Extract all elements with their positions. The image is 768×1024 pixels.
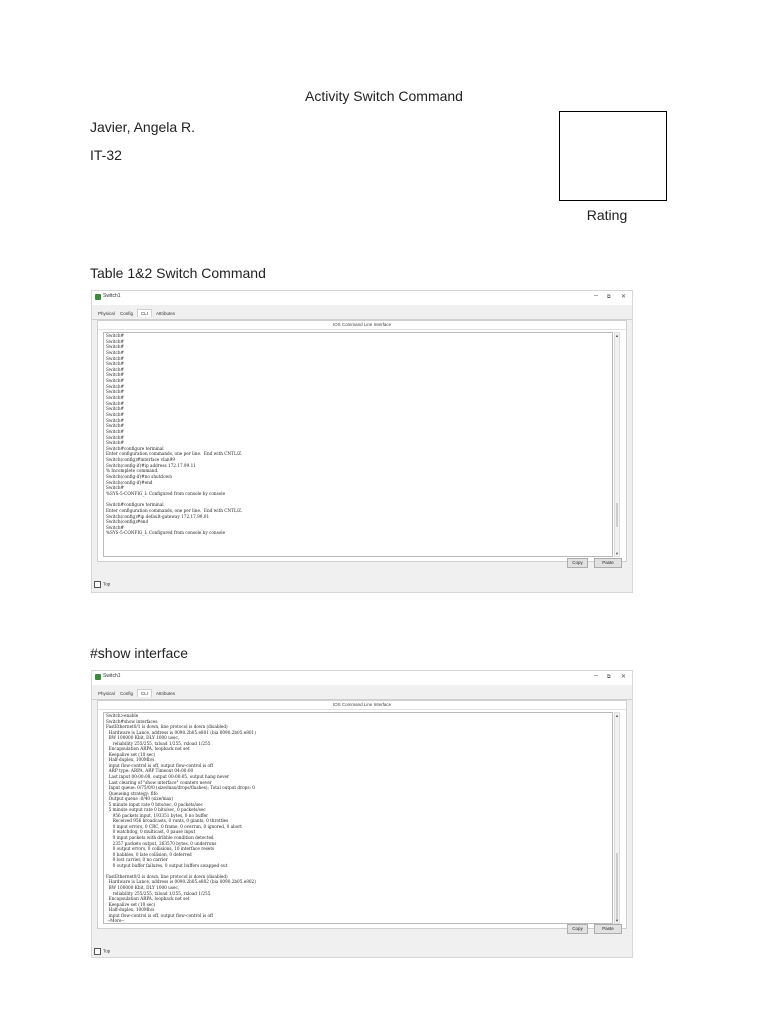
console-line: Enter configuration commands, one per line. End with CNTL/Z.	[106, 451, 243, 457]
scroll-thumb[interactable]	[616, 503, 618, 527]
console-line: Switch#configure terminal	[106, 502, 164, 508]
tab-bar	[92, 309, 632, 320]
scroll-thumb[interactable]	[616, 853, 618, 921]
caption-switch-command: Table 1&2 Switch Command	[90, 265, 266, 281]
tab-physical[interactable]: Physical	[98, 691, 115, 696]
console-line: Queueing strategy: fifo	[106, 790, 158, 796]
rating-box	[559, 111, 667, 201]
tab-cli[interactable]: CLI	[137, 309, 152, 317]
console-line: Switch#	[106, 400, 125, 406]
console-line: Switch#	[106, 423, 125, 429]
console-line: 5 minute output rate 0 bits/sec, 0 packets/sec	[106, 807, 206, 813]
console-line: Switch(config-if)#end	[106, 479, 153, 485]
console-line	[106, 536, 610, 542]
console-line: Enter configuration commands, one per line. End with CNTL/Z.	[106, 507, 243, 513]
close-icon[interactable]: ✕	[621, 294, 627, 300]
console-line: Switch#	[106, 349, 125, 355]
author-name: Javier, Angela R.	[90, 119, 196, 135]
console-lines	[104, 713, 612, 924]
console-line: Switch#	[106, 411, 125, 417]
cli-console[interactable]	[103, 712, 613, 924]
console-line: 0 watchdog, 0 multicast, 0 pause input	[106, 829, 196, 835]
panel-title: IOS Command Line Interface	[98, 321, 626, 330]
window-titlebar	[92, 671, 632, 685]
console-line: Switch#	[106, 395, 125, 401]
console-line: 0 output buffer failures, 0 output buffers swapped out	[106, 862, 228, 868]
tab-config[interactable]: Config	[120, 311, 134, 316]
console-line: Half-duplex, 100Mb/s	[106, 757, 155, 763]
scrollbar[interactable]	[614, 332, 620, 557]
tab-attributes[interactable]: Attributes	[156, 311, 176, 316]
console-line: 0 output errors, 0 collisions, 10 interface resets	[106, 846, 215, 852]
console-line: Keepalive set (10 sec)	[106, 751, 156, 757]
console-line: Switch(config)#ip default-gateway 172.17.99.01	[106, 513, 210, 519]
paste-button[interactable]: Paste	[594, 924, 622, 934]
document-title: Activity Switch Command	[305, 88, 463, 104]
tab-config[interactable]: Config	[120, 691, 134, 696]
scroll-up-icon[interactable]: ▲	[615, 713, 619, 718]
copy-button[interactable]: Copy	[567, 924, 588, 934]
console-line: % Incomplete command.	[106, 468, 159, 474]
console-line: Encapsulation ARPA, loopback not set	[106, 746, 190, 752]
panel-title: IOS Command Line Interface	[98, 701, 626, 710]
switch-window-show-interface	[91, 670, 633, 958]
console-line: Switch#	[106, 383, 125, 389]
console-line: input flow-control is off, output flow-control is off	[106, 762, 214, 768]
scroll-down-icon[interactable]: ▼	[615, 918, 619, 923]
console-line: FastEthernet0/2 is down, line protocol is down (disabled)	[106, 873, 228, 879]
window-title: Switch1	[103, 673, 121, 679]
cli-panel	[97, 700, 627, 929]
window-titlebar	[92, 291, 632, 305]
console-line: Switch#	[106, 440, 125, 446]
restore-icon[interactable]: ⧉	[607, 674, 611, 680]
console-line: Switch#	[106, 366, 125, 372]
window-title: Switch1	[103, 293, 121, 299]
tab-attributes[interactable]: Attributes	[156, 691, 176, 696]
tab-cli[interactable]: CLI	[137, 689, 152, 697]
console-line: Input queue: 0/75/0/0 (size/max/drops/flushes); Total output drops: 0	[106, 785, 255, 791]
console-line: Switch#	[106, 428, 125, 434]
console-line: Switch#	[106, 344, 125, 350]
console-line: Switch(config-if)#ip address 172.17.99.11	[106, 462, 196, 468]
console-line: 956 packets input, 193351 bytes, 0 no buffer	[106, 812, 209, 818]
scroll-up-icon[interactable]: ▲	[615, 333, 619, 338]
console-line: Received 956 broadcasts, 0 runts, 0 giants, 0 throttles	[106, 818, 229, 824]
close-icon[interactable]: ✕	[621, 674, 627, 680]
console-line: %SYS-5-CONFIG_I: Configured from console by console	[106, 530, 226, 536]
console-line: Switch(config)#end	[106, 519, 149, 525]
minimize-icon[interactable]: –	[594, 672, 598, 679]
restore-icon[interactable]: ⧉	[607, 294, 611, 300]
rating-label: Rating	[586, 207, 628, 223]
console-line: Keepalive set (10 sec)	[106, 901, 156, 907]
console-line: 2357 packets output, 263570 bytes, 0 underruns	[106, 840, 217, 846]
console-line: Switch#	[106, 333, 125, 338]
console-line: 5 minute input rate 0 bits/sec, 0 packets/sec	[106, 801, 203, 807]
console-lines	[104, 333, 612, 542]
console-line: Switch#	[106, 338, 125, 344]
checkbox-icon[interactable]	[94, 948, 101, 955]
console-line: Encapsulation ARPA, loopback not set	[106, 896, 190, 902]
console-line: reliability 255/255, txload 1/255, rxload 1/255	[106, 890, 211, 896]
console-line: Hardware is Lance, address is 0090.2b05.e802 (bia 0090.2b05.e802)	[106, 879, 256, 885]
tab-bar	[92, 689, 632, 700]
cli-console[interactable]	[103, 332, 613, 557]
console-line: input flow-control is off, output flow-control is off	[106, 912, 214, 918]
console-line: Switch#	[106, 378, 125, 384]
top-checkbox[interactable]	[94, 948, 110, 955]
console-line: Switch#	[106, 406, 125, 412]
console-line: Switch>enable	[106, 713, 139, 718]
top-label: Top	[103, 581, 111, 587]
console-line: --More--	[106, 918, 125, 924]
paste-button[interactable]: Paste	[594, 558, 622, 568]
caption-show-interface: #show interface	[90, 645, 189, 661]
scroll-down-icon[interactable]: ▼	[615, 551, 619, 556]
console-line: 0 input packets with dribble condition detected	[106, 835, 214, 841]
copy-button[interactable]: Copy	[567, 558, 588, 568]
console-line: %SYS-5-CONFIG_I: Configured from console by console	[106, 490, 226, 496]
console-line: Switch#	[106, 524, 125, 530]
console-line: Switch#configure terminal	[106, 445, 164, 451]
console-line: ARP type: ARPA, ARP Timeout 04:00:00	[106, 768, 194, 774]
console-line: BW 100000 Kbit, DLY 1000 usec,	[106, 735, 180, 741]
top-checkbox[interactable]	[94, 581, 110, 588]
scrollbar[interactable]	[614, 712, 620, 924]
packet-tracer-icon	[95, 294, 101, 300]
checkbox-icon[interactable]	[94, 581, 101, 588]
console-line: 0 babbles, 0 late collision, 0 deferred	[106, 851, 192, 857]
tab-physical[interactable]: Physical	[98, 311, 115, 316]
console-line: BW 100000 Kbit, DLY 1000 usec,	[106, 884, 180, 890]
console-line: Switch#	[106, 417, 125, 423]
console-line: Hardware is Lance, address is 0090.2b05.e801 (bia 0090.2b05.e801)	[106, 729, 256, 735]
packet-tracer-icon	[95, 674, 101, 680]
console-line: Half-duplex, 100Mb/s	[106, 907, 155, 913]
console-line: FastEthernet0/1 is down, line protocol is down (disabled)	[106, 724, 228, 730]
cli-panel	[97, 320, 627, 562]
console-line: Switch(config-if)#no shutdown	[106, 474, 172, 480]
console-line: Last clearing of "show interface" counters never	[106, 779, 212, 785]
console-line: Last input 00:00:08, output 00:00:05, output hang never	[106, 774, 229, 780]
console-line: Switch#	[106, 361, 125, 367]
console-line: Switch(config)#interface vlan99	[106, 457, 175, 463]
section-label: IT-32	[90, 147, 122, 163]
console-line: reliability 255/255, txload 1/255, rxload 1/255	[106, 740, 211, 746]
switch-window-config	[91, 290, 633, 593]
console-line: 0 lost carrier, 0 no carrier	[106, 857, 168, 863]
minimize-icon[interactable]: –	[594, 292, 598, 299]
console-line: Switch#	[106, 372, 125, 378]
console-line: Switch#	[106, 389, 125, 395]
console-line: Output queue :0/40 (size/max)	[106, 796, 174, 802]
console-line: Switch#show interfaces	[106, 718, 158, 724]
console-line: 0 input errors, 0 CRC, 0 frame, 0 overrun, 0 ignored, 0 abort	[106, 823, 242, 829]
console-line: Switch#	[106, 355, 125, 361]
top-label: Top	[103, 948, 111, 954]
console-line: Switch#	[106, 434, 125, 440]
console-line: Switch#	[106, 485, 125, 491]
